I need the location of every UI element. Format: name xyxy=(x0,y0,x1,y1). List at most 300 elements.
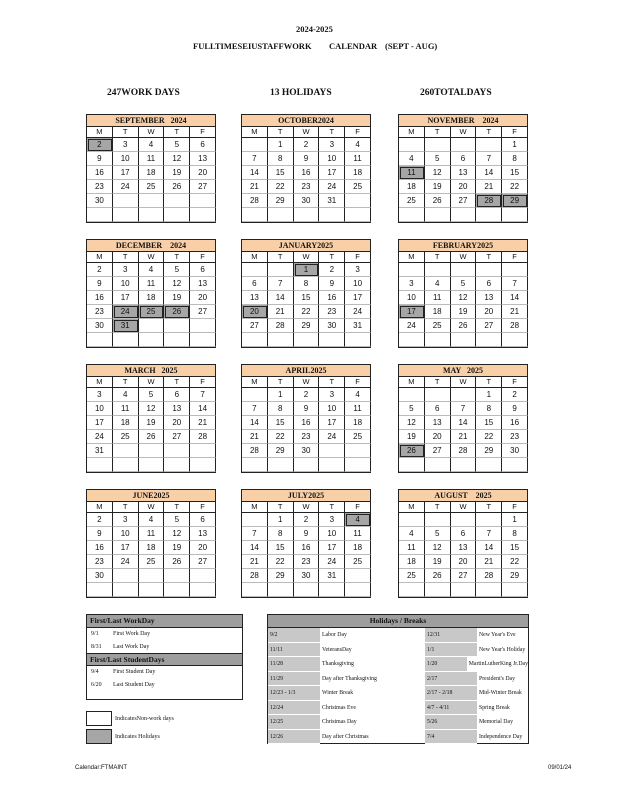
day-cell: 18 xyxy=(399,180,425,194)
holiday-date: 4/7 - 4/11 xyxy=(425,701,477,716)
day-cell: 10 xyxy=(113,277,139,291)
day-cell: 5 xyxy=(425,527,451,541)
month-calendar xyxy=(398,489,528,598)
day-cell: 29 xyxy=(502,569,528,583)
day-cell: 19 xyxy=(425,180,451,194)
empty-day-cell xyxy=(139,194,165,208)
month-title: APRIL2025 xyxy=(241,364,371,377)
day-cell: 9 xyxy=(87,527,113,541)
empty-day-cell xyxy=(425,583,451,597)
day-cell: 4 xyxy=(139,263,165,277)
day-cell: 18 xyxy=(399,555,425,569)
empty-day-cell xyxy=(164,333,190,347)
holiday-row xyxy=(425,730,528,745)
day-cell: 24 xyxy=(319,180,345,194)
day-cell: 12 xyxy=(139,402,165,416)
empty-day-cell xyxy=(476,208,502,222)
day-cell: 9 xyxy=(294,527,320,541)
empty-day-cell xyxy=(268,458,294,472)
day-cell: 3 xyxy=(113,138,139,152)
day-cell: 20 xyxy=(476,305,502,319)
day-cell: 31 xyxy=(319,569,345,583)
empty-day-cell xyxy=(399,513,425,527)
day-cell: 7 xyxy=(268,277,294,291)
day-cell: 6 xyxy=(425,402,451,416)
holiday-row xyxy=(268,657,430,672)
day-cell: 20 xyxy=(164,416,190,430)
day-cell: 2 xyxy=(294,513,320,527)
day-cell: 3 xyxy=(113,263,139,277)
empty-day-cell xyxy=(164,583,190,597)
month-title: DECEMBER 2024 xyxy=(86,239,216,252)
empty-day-cell xyxy=(139,208,165,222)
month-title: JUNE2025 xyxy=(86,489,216,502)
day-cell: 11 xyxy=(345,152,371,166)
day-cell: 21 xyxy=(242,180,268,194)
day-cell: 24 xyxy=(399,319,425,333)
day-cell: 16 xyxy=(502,416,528,430)
month-calendar xyxy=(241,489,371,598)
day-cell: 26 xyxy=(451,319,477,333)
holiday-date: 12/25 xyxy=(268,715,320,730)
holiday-date: 7/4 xyxy=(425,730,477,745)
day-cell: 26 xyxy=(425,194,451,208)
day-cell: 19 xyxy=(164,541,190,555)
day-cell: 22 xyxy=(502,180,528,194)
holiday-date: 9/2 xyxy=(268,628,320,643)
day-cell: 25 xyxy=(139,180,165,194)
empty-day-cell xyxy=(451,138,477,152)
day-cell: 11 xyxy=(399,541,425,555)
empty-day-cell xyxy=(319,444,345,458)
empty-day-cell xyxy=(242,513,268,527)
day-cell: 21 xyxy=(268,305,294,319)
empty-day-cell xyxy=(451,333,477,347)
holiday-date: 2/17 - 2/18 xyxy=(425,686,477,701)
day-cell: 6 xyxy=(451,152,477,166)
empty-day-cell xyxy=(87,333,113,347)
empty-day-cell xyxy=(268,583,294,597)
day-cell: 12 xyxy=(425,541,451,555)
weekday-header: T xyxy=(319,252,345,263)
holiday-date: 2/17 xyxy=(425,672,477,687)
day-cell: 28 xyxy=(242,444,268,458)
empty-day-cell xyxy=(451,208,477,222)
day-cell: 29 xyxy=(268,194,294,208)
weekday-header: T xyxy=(268,252,294,263)
empty-day-cell xyxy=(451,263,477,277)
empty-day-cell xyxy=(399,263,425,277)
holiday-name: Day after Thanksgiving xyxy=(322,675,377,682)
empty-day-cell xyxy=(345,208,371,222)
weekday-header: M xyxy=(87,127,113,138)
empty-day-cell xyxy=(164,569,190,583)
weekday-header: W xyxy=(294,252,320,263)
holiday-date: 11/29 xyxy=(268,672,320,687)
empty-day-cell xyxy=(242,458,268,472)
day-cell: 7 xyxy=(476,152,502,166)
day-cell: 17 xyxy=(319,541,345,555)
day-cell: 10 xyxy=(113,527,139,541)
empty-day-cell xyxy=(139,444,165,458)
weekday-header: T xyxy=(113,502,139,513)
empty-day-cell xyxy=(476,333,502,347)
day-cell: 10 xyxy=(399,291,425,305)
month-calendar xyxy=(398,364,528,473)
empty-day-cell xyxy=(425,138,451,152)
day-cell: 3 xyxy=(399,277,425,291)
weekday-header: F xyxy=(345,127,371,138)
day-cell: 21 xyxy=(190,416,216,430)
weekday-header: M xyxy=(399,127,425,138)
studentday-row: 9/4 First Student Day xyxy=(91,669,156,675)
month-calendar xyxy=(86,364,216,473)
month-day-grid xyxy=(398,127,528,223)
day-cell: 18 xyxy=(139,541,165,555)
day-cell: 21 xyxy=(451,430,477,444)
day-cell: 27 xyxy=(425,444,451,458)
month-title: FEBRUARY2025 xyxy=(398,239,528,252)
day-cell: 29 xyxy=(294,319,320,333)
empty-day-cell xyxy=(190,444,216,458)
day-cell: 10 xyxy=(319,527,345,541)
empty-day-cell xyxy=(502,583,528,597)
empty-day-cell xyxy=(113,569,139,583)
day-cell: 12 xyxy=(451,291,477,305)
empty-day-cell xyxy=(451,513,477,527)
day-cell: 19 xyxy=(451,305,477,319)
day-cell: 7 xyxy=(476,527,502,541)
month-title: MARCH 2025 xyxy=(86,364,216,377)
day-cell: 22 xyxy=(268,555,294,569)
day-cell: 3 xyxy=(319,138,345,152)
day-cell: 9 xyxy=(87,277,113,291)
day-cell: 23 xyxy=(294,555,320,569)
month-day-grid xyxy=(86,377,216,473)
day-cell: 26 xyxy=(164,180,190,194)
day-cell: 6 xyxy=(190,513,216,527)
day-cell: 28 xyxy=(242,569,268,583)
day-cell: 2 xyxy=(319,263,345,277)
day-cell: 21 xyxy=(502,305,528,319)
day-cell: 2 xyxy=(87,138,113,152)
day-cell: 25 xyxy=(345,180,371,194)
holiday-row xyxy=(268,628,430,643)
day-cell: 13 xyxy=(242,291,268,305)
holiday-name: New Year's Eve xyxy=(479,632,516,638)
day-cell: 16 xyxy=(294,416,320,430)
holiday-date: 12/31 xyxy=(425,628,477,643)
holiday-legend-swatch xyxy=(86,729,112,744)
weekday-header: T xyxy=(476,502,502,513)
day-cell: 27 xyxy=(451,194,477,208)
weekday-header: T xyxy=(164,502,190,513)
day-cell: 11 xyxy=(139,277,165,291)
day-cell: 9 xyxy=(319,277,345,291)
day-cell: 5 xyxy=(399,402,425,416)
day-cell: 15 xyxy=(476,416,502,430)
holidays-right-column xyxy=(425,628,528,744)
month-day-grid xyxy=(398,252,528,348)
empty-day-cell xyxy=(113,583,139,597)
weekday-header: M xyxy=(87,252,113,263)
month-day-grid xyxy=(241,502,371,598)
day-cell: 30 xyxy=(294,444,320,458)
day-cell: 25 xyxy=(345,430,371,444)
weekday-header: W xyxy=(294,127,320,138)
empty-day-cell xyxy=(425,458,451,472)
month-calendar xyxy=(398,114,528,223)
weekday-header: T xyxy=(319,502,345,513)
day-cell: 5 xyxy=(164,138,190,152)
empty-day-cell xyxy=(319,583,345,597)
day-cell: 11 xyxy=(425,291,451,305)
day-cell: 13 xyxy=(451,166,477,180)
day-cell: 13 xyxy=(476,291,502,305)
empty-day-cell xyxy=(345,458,371,472)
day-cell: 17 xyxy=(319,166,345,180)
day-cell: 30 xyxy=(87,319,113,333)
day-cell: 19 xyxy=(139,416,165,430)
weekday-header: F xyxy=(502,502,528,513)
empty-day-cell xyxy=(502,458,528,472)
day-cell: 31 xyxy=(87,444,113,458)
weekday-header: F xyxy=(190,252,216,263)
day-cell: 8 xyxy=(294,277,320,291)
day-cell: 17 xyxy=(87,416,113,430)
day-cell: 12 xyxy=(164,152,190,166)
day-cell: 11 xyxy=(113,402,139,416)
day-cell: 23 xyxy=(319,305,345,319)
empty-day-cell xyxy=(399,388,425,402)
day-cell: 5 xyxy=(139,388,165,402)
weekday-header: T xyxy=(164,127,190,138)
day-cell: 6 xyxy=(476,277,502,291)
empty-day-cell xyxy=(190,333,216,347)
calendar-year: 2024-2025 xyxy=(296,24,333,34)
day-cell: 31 xyxy=(113,319,139,333)
empty-day-cell xyxy=(113,458,139,472)
day-cell: 11 xyxy=(399,166,425,180)
holidays-breaks-box xyxy=(267,614,529,744)
empty-day-cell xyxy=(425,208,451,222)
day-cell: 12 xyxy=(399,416,425,430)
month-calendar xyxy=(398,239,528,348)
day-cell: 1 xyxy=(268,513,294,527)
empty-day-cell xyxy=(399,208,425,222)
weekday-header: W xyxy=(294,502,320,513)
day-cell: 11 xyxy=(139,527,165,541)
month-day-grid xyxy=(398,502,528,598)
empty-day-cell xyxy=(399,138,425,152)
weekday-header: F xyxy=(190,377,216,388)
day-cell: 1 xyxy=(268,388,294,402)
month-day-grid xyxy=(86,127,216,223)
weekday-header: F xyxy=(190,502,216,513)
day-cell: 14 xyxy=(502,291,528,305)
empty-day-cell xyxy=(319,333,345,347)
holidays-stat: 13 HOLIDAYS xyxy=(270,88,332,98)
holiday-name: President's Day xyxy=(479,675,515,682)
day-cell: 19 xyxy=(425,555,451,569)
weekday-header: F xyxy=(502,252,528,263)
holiday-row xyxy=(268,730,430,745)
weekday-header: F xyxy=(345,502,371,513)
empty-day-cell xyxy=(242,138,268,152)
day-cell: 20 xyxy=(451,180,477,194)
month-title: AUGUST 2025 xyxy=(398,489,528,502)
empty-day-cell xyxy=(294,458,320,472)
holiday-name: VeteransDay xyxy=(322,646,352,653)
empty-day-cell xyxy=(268,208,294,222)
day-cell: 17 xyxy=(113,541,139,555)
empty-day-cell xyxy=(425,388,451,402)
day-cell: 14 xyxy=(242,541,268,555)
day-cell: 1 xyxy=(502,513,528,527)
day-cell: 14 xyxy=(242,416,268,430)
empty-day-cell xyxy=(294,208,320,222)
day-cell: 12 xyxy=(425,166,451,180)
holiday-legend-label: Indicates Holidays xyxy=(115,734,160,740)
calendar-range: (SEPT - AUG) xyxy=(385,41,438,51)
weekday-header: F xyxy=(502,377,528,388)
day-cell: 6 xyxy=(190,263,216,277)
day-cell: 17 xyxy=(319,416,345,430)
day-cell: 24 xyxy=(113,305,139,319)
day-cell: 30 xyxy=(87,569,113,583)
day-cell: 18 xyxy=(425,305,451,319)
day-cell: 24 xyxy=(319,555,345,569)
day-cell: 19 xyxy=(164,291,190,305)
day-cell: 30 xyxy=(502,444,528,458)
holiday-row xyxy=(268,715,430,730)
day-cell: 1 xyxy=(294,263,320,277)
month-day-grid xyxy=(241,252,371,348)
empty-day-cell xyxy=(139,583,165,597)
day-cell: 26 xyxy=(164,555,190,569)
day-cell: 26 xyxy=(399,444,425,458)
day-cell: 25 xyxy=(113,430,139,444)
holiday-row xyxy=(425,643,528,658)
day-cell: 25 xyxy=(139,305,165,319)
day-cell: 4 xyxy=(345,388,371,402)
day-cell: 2 xyxy=(294,138,320,152)
day-cell: 28 xyxy=(476,194,502,208)
day-cell: 4 xyxy=(113,388,139,402)
day-cell: 24 xyxy=(319,430,345,444)
day-cell: 4 xyxy=(139,513,165,527)
holiday-name: Day after Christmas xyxy=(322,733,369,740)
day-cell: 10 xyxy=(319,152,345,166)
day-cell: 16 xyxy=(87,166,113,180)
day-cell: 6 xyxy=(451,527,477,541)
day-cell: 28 xyxy=(190,430,216,444)
weekday-header: M xyxy=(242,252,268,263)
weekday-header: M xyxy=(399,252,425,263)
day-cell: 27 xyxy=(451,569,477,583)
holiday-name: New Year's Holiday xyxy=(479,646,526,653)
empty-day-cell xyxy=(319,208,345,222)
day-cell: 30 xyxy=(294,569,320,583)
day-cell: 10 xyxy=(113,152,139,166)
day-cell: 20 xyxy=(425,430,451,444)
day-cell: 30 xyxy=(319,319,345,333)
month-title: OCTOBER2024 xyxy=(241,114,371,127)
weekday-header: W xyxy=(451,252,477,263)
day-cell: 26 xyxy=(139,430,165,444)
weekday-header: W xyxy=(294,377,320,388)
weekday-header: M xyxy=(242,127,268,138)
holiday-row xyxy=(425,715,528,730)
day-cell: 28 xyxy=(476,569,502,583)
month-title: SEPTEMBER 2024 xyxy=(86,114,216,127)
month-title: JULY2025 xyxy=(241,489,371,502)
day-cell: 21 xyxy=(242,430,268,444)
weekday-header: T xyxy=(164,252,190,263)
empty-day-cell xyxy=(87,208,113,222)
empty-day-cell xyxy=(164,458,190,472)
empty-day-cell xyxy=(451,388,477,402)
weekday-header: T xyxy=(113,377,139,388)
day-cell: 22 xyxy=(268,430,294,444)
day-cell: 10 xyxy=(87,402,113,416)
day-cell: 13 xyxy=(190,527,216,541)
day-cell: 19 xyxy=(164,166,190,180)
nonwork-legend-label: IndicatesNon-work days xyxy=(115,716,174,722)
month-calendar xyxy=(86,489,216,598)
day-cell: 4 xyxy=(139,138,165,152)
day-cell: 9 xyxy=(294,402,320,416)
day-cell: 4 xyxy=(425,277,451,291)
day-cell: 23 xyxy=(87,555,113,569)
day-cell: 7 xyxy=(242,527,268,541)
day-cell: 8 xyxy=(268,402,294,416)
empty-day-cell xyxy=(345,444,371,458)
holiday-name: Christmas Day xyxy=(322,719,357,725)
month-calendar xyxy=(241,114,371,223)
empty-day-cell xyxy=(319,458,345,472)
day-cell: 4 xyxy=(399,152,425,166)
day-cell: 14 xyxy=(451,416,477,430)
weekday-header: W xyxy=(451,127,477,138)
empty-day-cell xyxy=(451,458,477,472)
day-cell: 22 xyxy=(502,555,528,569)
weekday-header: T xyxy=(425,377,451,388)
weekday-header: W xyxy=(451,502,477,513)
holiday-row xyxy=(425,701,528,716)
day-cell: 27 xyxy=(190,180,216,194)
day-cell: 10 xyxy=(345,277,371,291)
day-cell: 4 xyxy=(399,527,425,541)
day-cell: 13 xyxy=(451,541,477,555)
day-cell: 4 xyxy=(345,138,371,152)
work-days-stat: 247WORK DAYS xyxy=(107,88,180,98)
holiday-row xyxy=(425,686,528,701)
holiday-name: MartinLutherKing Jr.Day xyxy=(468,661,528,667)
day-cell: 14 xyxy=(242,166,268,180)
empty-day-cell xyxy=(399,333,425,347)
day-cell: 16 xyxy=(294,541,320,555)
day-cell: 20 xyxy=(451,555,477,569)
weekday-header: T xyxy=(268,377,294,388)
workday-row: 9/1 First Work Day xyxy=(91,631,151,637)
day-cell: 31 xyxy=(345,319,371,333)
workday-box xyxy=(86,614,243,700)
workday-box-title: First/Last WorkDay xyxy=(87,615,242,628)
empty-day-cell xyxy=(164,208,190,222)
holiday-name: Christmas Eve xyxy=(322,704,356,711)
empty-day-cell xyxy=(345,583,371,597)
